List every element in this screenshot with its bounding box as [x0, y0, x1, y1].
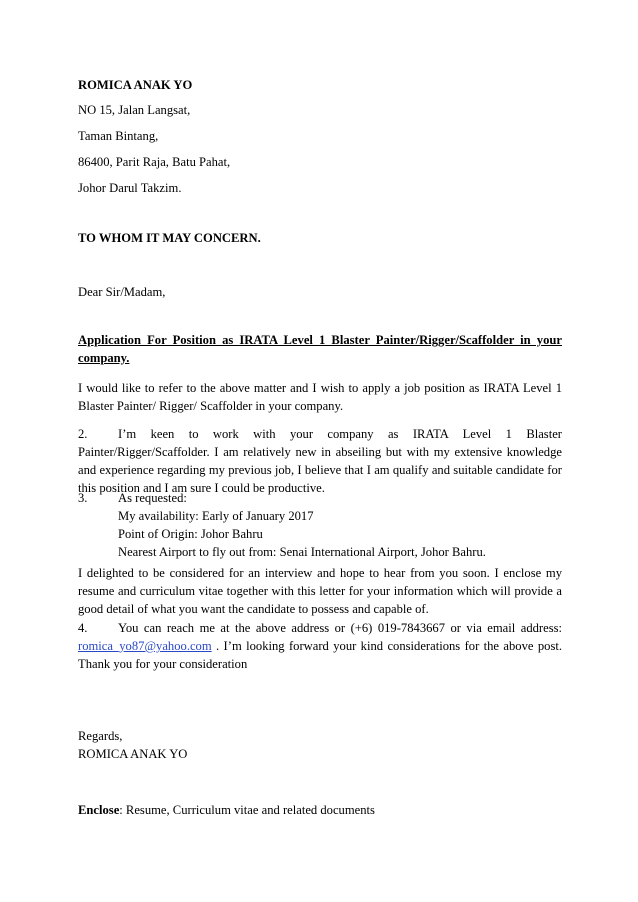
paragraph-2 — [78, 425, 562, 497]
paragraph-3-number: 3. — [78, 491, 88, 505]
to-whom-heading: TO WHOM IT MAY CONCERN. — [78, 231, 261, 245]
salutation: Dear Sir/Madam, — [78, 285, 166, 299]
enclosure-text: : Resume, Curriculum vitae and related documents — [119, 803, 375, 817]
requested-item: Nearest Airport to fly out from: Senai International Airport, Johor Bahru. — [118, 545, 486, 559]
email-link[interactable]: romica_yo87@yahoo.com — [78, 639, 212, 653]
requested-item: Point of Origin: Johor Bahru — [118, 527, 263, 541]
paragraph-intro: I would like to refer to the above matter and I wish to apply a job position as IRATA Level 1 Blaster Painter/ Rigger/ Scaffolder in your company. — [78, 381, 562, 413]
sender-address-line-3: 86400, Parit Raja, Batu Pahat, — [78, 155, 231, 169]
sender-address-line-2: Taman Bintang, — [78, 129, 159, 143]
requested-item: My availability: Early of January 2017 — [118, 509, 314, 523]
paragraph-4-text-after: . I’m looking forward your kind considerations for the above post. Thank you for your consideration — [78, 639, 562, 671]
enclosure-line — [78, 801, 562, 819]
paragraph-4 — [78, 619, 562, 673]
paragraph-2-text: I’m keen to work with your company as IRATA Level 1 Blaster Painter/Rigger/Scaffolder. I am relatively new in abseiling but with my extensive knowledge and experience regarding my previous job, I believe that I am qualify and suitable candidate for this position and I am sure I could be productive. — [78, 427, 562, 495]
paragraph-3-heading: As requested: — [118, 491, 187, 505]
paragraph-4-number: 4. — [78, 621, 88, 635]
sender-address-line-4: Johor Darul Takzim. — [78, 181, 182, 195]
closing-regards: Regards, — [78, 729, 123, 743]
sender-address-line-1: NO 15, Jalan Langsat, — [78, 103, 191, 117]
sender-name: ROMICA ANAK YO — [78, 78, 193, 92]
paragraph-interview: I delighted to be considered for an interview and hope to hear from you soon. I enclose my resume and curriculum vitae together with this letter for your information which will provide a good detail of what you want the candidate to possess and capable of. — [78, 566, 562, 616]
paragraph-2-number: 2. — [78, 427, 88, 441]
paragraph-4-text-before: You can reach me at the above address or (+6) 019-7843667 or via email address: — [118, 621, 562, 635]
enclosure-label: Enclose — [78, 803, 120, 817]
paragraph-3 — [78, 489, 562, 561]
closing-name: ROMICA ANAK YO — [78, 747, 188, 761]
subject-line: Application For Position as IRATA Level 1 Blaster Painter/Rigger/Scaffolder in your company. — [78, 333, 562, 365]
